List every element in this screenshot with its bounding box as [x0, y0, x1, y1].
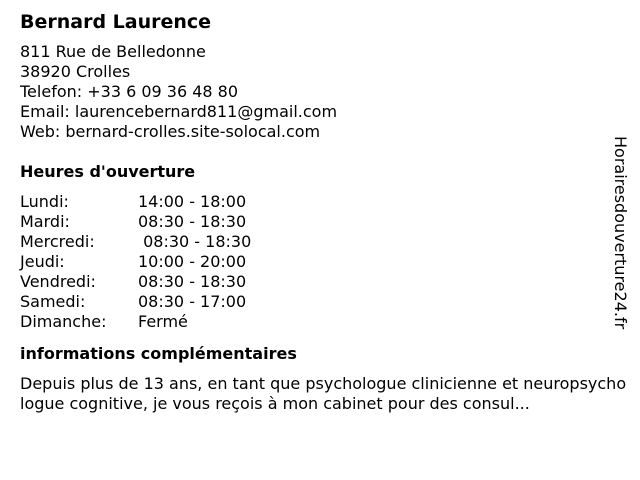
business-name: Bernard Laurence [20, 11, 212, 33]
hours-row-lundi [20, 192, 620, 212]
hours-heading: Heures d'ouverture [20, 162, 196, 181]
hours-day: Mardi: [20, 212, 70, 231]
phone-line: Telefon: +33 6 09 36 48 80 [20, 82, 239, 101]
info-heading: informations complémentaires [20, 344, 297, 363]
postal-city: 38920 Crolles [20, 62, 131, 81]
hours-day: Vendredi: [20, 272, 96, 291]
hours-row-samedi [20, 292, 620, 312]
hours-time: Fermé [138, 312, 188, 331]
hours-time: 08:30 - 18:30 [138, 232, 252, 251]
hours-row-vendredi [20, 272, 620, 292]
street-address: 811 Rue de Belledonne [20, 42, 206, 61]
hours-time: 08:30 - 17:00 [138, 292, 247, 311]
hours-row-mercredi [20, 232, 620, 252]
hours-row-dimanche [20, 312, 620, 332]
hours-time: 14:00 - 18:00 [138, 192, 247, 211]
hours-row-jeudi [20, 252, 620, 272]
hours-table [20, 192, 620, 332]
hours-time: 08:30 - 18:30 [138, 272, 247, 291]
hours-day: Lundi: [20, 192, 69, 211]
website-line: Web: bernard-crolles.site-solocal.com [20, 122, 321, 141]
hours-day: Mercredi: [20, 232, 95, 251]
hours-day: Samedi: [20, 292, 86, 311]
hours-day: Dimanche: [20, 312, 107, 331]
hours-row-mardi [20, 212, 620, 232]
info-description: Depuis plus de 13 ans, en tant que psychologue clinicienne et neuropsychologue cognitive, je vous reçois à mon cabinet pour des consul... [20, 374, 627, 413]
hours-day: Jeudi: [20, 252, 65, 271]
hours-time: 10:00 - 20:00 [138, 252, 247, 271]
brand-watermark: Horairesdouverture24.fr [611, 136, 630, 330]
email-line: Email: laurencebernard811@gmail.com [20, 102, 338, 121]
hours-time: 08:30 - 18:30 [138, 212, 247, 231]
